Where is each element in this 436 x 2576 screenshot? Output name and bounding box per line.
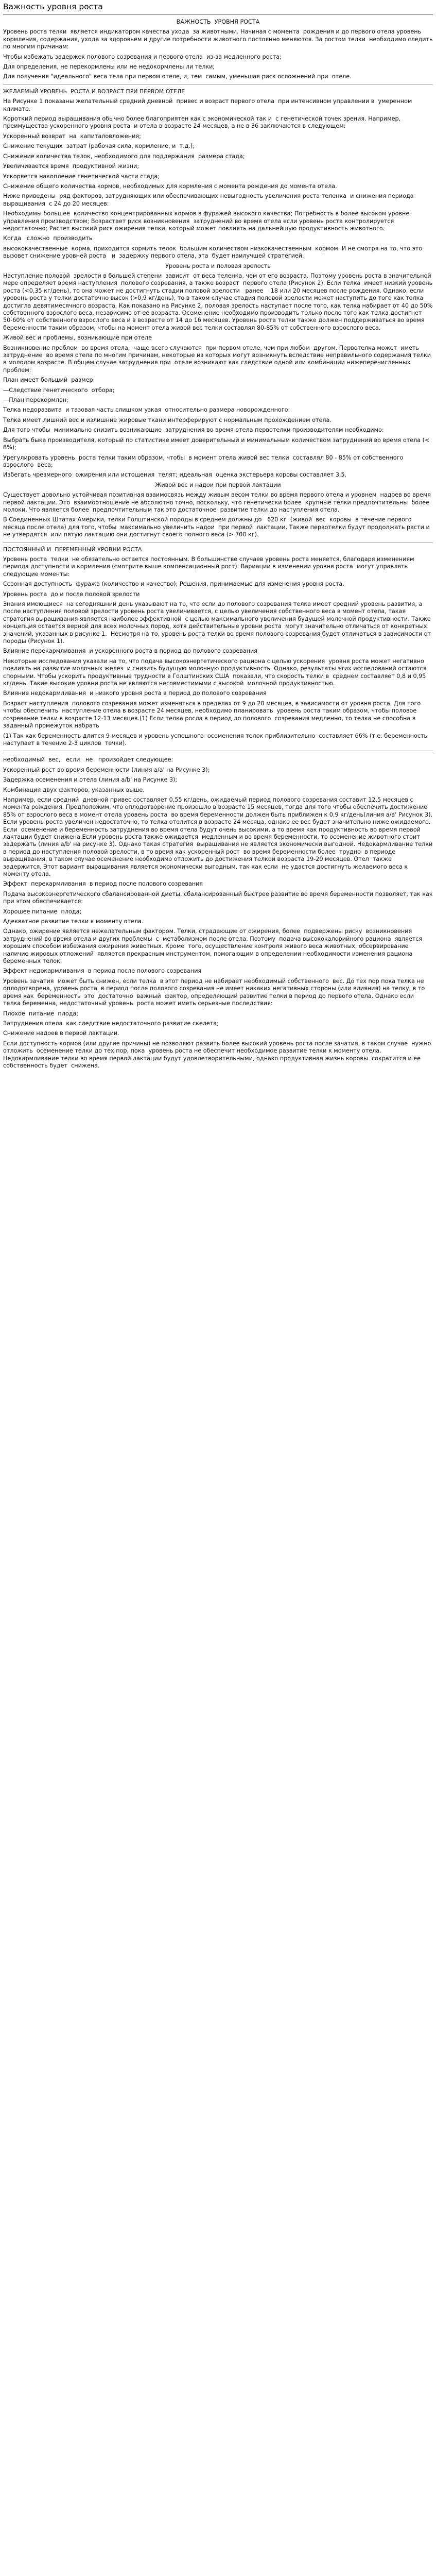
paragraph: Увеличивается время продуктивной жизни; — [3, 163, 139, 170]
text-section — [3, 546, 433, 752]
paragraph: необходимый вес, если не произойдет следующее: — [3, 756, 173, 764]
paragraph: Возраст наступления полового созревания может изменяться в пределах от 9 до 20 месяцев, в зависимости от уровня роста. Для того чтобы обеспечить наступление отела в возрасте 24 месяцев, необходимо планировать уровень роста таким образом, чтобы половое созревание телки в возрасте 12-13 месяцев.(1) Если телка росла в период до полового созревания медленно, то телка не способна в заданный промежуток набрать — [3, 700, 423, 730]
section-subheading: Живой вес и надои при первой лактации — [155, 481, 281, 488]
document-body — [3, 19, 433, 1073]
section-subheading: Уровень роста и половая зрелость — [165, 262, 271, 269]
paragraph: высококачественные корма, приходится кормить телок большим количеством низкокачественным кормом. И не смотря на то, что это вызовет снижение уровней роста и задержку первого отела, эта будет наилучшей стратегией. — [3, 245, 426, 260]
paragraph: Уровень роста до и после половой зрелости — [3, 590, 140, 598]
paragraph: Телка имеет лишний вес и излишние жировые ткани интерферируют с нормальным прохождением отела. — [3, 416, 332, 423]
section-subheading: ВАЖНОСТЬ УРОВНЯ РОСТА — [176, 19, 260, 25]
page-title: Важность уровня роста — [3, 2, 103, 11]
paragraph: Когда сложно производить — [3, 235, 93, 242]
paragraph: Выбрать быка производителя, который по статистике имеет доверительный и минимальным количеством затруднений во время отела (< 8%); — [3, 436, 431, 451]
section-heading: ЖЕЛАЕМЫЙ УРОВЕНЬ РОСТА И ВОЗРАСТ ПРИ ПЕРВОМ ОТЕЛЕ — [3, 88, 185, 95]
paragraph: Избегать чрезмерного ожирения или истощения телят; идеальная оценка экстерьера коровы составляет 3.5. — [3, 471, 347, 479]
paragraph: Влияние перекармливания и ускоренного роста в период до полового созревания — [3, 648, 258, 655]
text-section — [3, 756, 433, 1073]
paragraph: Ниже приведены ряд факторов, затрудняющих или обеспечивающих невыгодность увеличения роста теленка и снижения периода выращивания с 24 до 20 месяцев: — [3, 193, 416, 207]
paragraph: Эффект недокармливания в период после полового созревания — [3, 968, 202, 975]
paragraph: Ускоренный рост во время беременности (линия а/а' на Рисунке 3); — [3, 766, 210, 773]
text-section — [3, 88, 433, 543]
paragraph: Однако, ожирение является нежелательным фактором. Телки, страдающие от ожирения, более подвержены риску возникновения затруднений во время отела и других проблемы с метаболизмом после отела. Поэтому подача высококалорийного рациона является хорошим способом избежания ожирения животных. Кроме того, осуществление контроля живого веса животных, обсервирование наличие жировых отложений является прекрасным инструментом, помогающим в определении необходимости изменения рациона беременных телок. — [3, 928, 424, 965]
paragraph: Для того чтобы минимально снизить возникающие затруднения во время отела первотелки производителям необходимо: — [3, 427, 384, 434]
paragraph: —План перекормлен; — [3, 397, 68, 404]
paragraph: План имеет больший размер: — [3, 377, 95, 384]
paragraph: На Рисунке 1 показаны желательный средний дневной привес и возраст первого отела при интенсивном управлении в умеренном климате. — [3, 98, 414, 112]
paragraph: Ускоренный возврат на капиталовложения; — [3, 132, 141, 140]
paragraph: В Соединенных Штатах Америки, телки Голштинской породы в среднем должны до 620 кг (живой вес коровы в течение первого месяца после отела) для того, чтобы максимально увеличить надои при первой лактации. Также первотелки будут продолжать расти и не утвердятся или пятую лактацию они достигнут своего полного веса (> 700 кг). — [3, 516, 432, 538]
paragraph: Снижение общего количества кормов, необходимых для кормления с момента рождения до момента отела. — [3, 182, 337, 190]
paragraph: Живой вес и проблемы, возникающие при отеле — [3, 334, 152, 342]
paragraph: Плохое питание плода; — [3, 1010, 79, 1017]
paragraph: Затруднения отела как следствие недостаточного развитие скелета; — [3, 1020, 219, 1027]
section-heading: ПОСТОЯННЫЙ И ПЕРЕМЕННЫЙ УРОВНИ РОСТА — [3, 546, 142, 553]
paragraph: Если доступность кормов (или другие причины) не позволяют развить более высокий уровень роста после зачатия, в таком случае нужно отложить осеменение телки до тех пор, пока уровень роста не обеспечит необходимое развитие телки к моменту отела. Недокармливание телки во время первой лактации будут удовлетворительными, однако продуктивная жизнь коровы сократится и ее собственность будет снижена. — [3, 1040, 435, 1069]
paragraph: Уровень зачатия может быть снижен, если телка в этот период не набирает необходимый собственного вес. До тех пор пока телка не оплодотворена, уровень роста в период после полового созревания не имеет никаких негативных стороны (или влияния) на телку, в то время как беременность это достаточно важный фактор, определяющий развитие телки в период до первого отела. Однако если телка беременна, недостаточный уровень роста может иметь серьезные последствия: — [3, 977, 427, 1007]
paragraph: Для определения, не перекормлены или не недокормлены ли телки; — [3, 63, 215, 71]
paragraph: Подача высокоэнергетического сбалансированной диеты, сбалансированный быстрее развитие во время беременности позволяет, так как при этом обеспечивается: — [3, 890, 435, 905]
paragraph: Возникновение проблем во время отела, чаще всего случаются при первом отеле, чем при любом другом. Первотелка может иметь затруднение во время отела по многим причинам, некоторые из которых могут возникнуть вследствие неправильного содержания телки в молодом возрасте. В общем случае затруднения при отеле возникают как следствие одной или комбинации нижеперечисленных проблем: — [3, 344, 433, 374]
paragraph: Существует довольно устойчивая позитивная взаимосвязь между живым весом телки во время первого отела и уровнем надоев во время первой лактации. Это взаимоотношение не абсолютно точно, поскольку, что генетически более крупные телки предпочтительны более молоки. Что является более предпочтительным так это достаточное развитие телки до наступления отела. — [3, 492, 433, 513]
document-page — [0, 0, 436, 1073]
paragraph: Наступление половой зрелости в большей степени зависит от веса теленка, чем от его возраста. Поэтому уровень роста в значительной мере определяет время наступления полового созревания, а также возраст первого отела (Рисунок 2). Если телка имеет низкий уровень роста (<0,35 кг/день), то она может не достигнуть стадии половой зрелости ранее 18 или 20 месяцев после рождения. Однако, если уровень роста у телки достаточно высок (>0,9 кг/день), то в таком случае стадия половой зрелости может наступить до того как телка достигла девятимесячного возраста. Как показано на Рисунке 2, половая зрелость наступает после того, как телка набирает от 40 до 50% собственного взрослого веса, независимо от ее возраста. Осеменение необходимо производить только после того как телка достигнет 50-60% от собственного взрослого веса и в возрасте от 14 до 16 месяцев. Уровень роста телки также должен поддерживаться во время беременности таким образом, чтобы на момент отела живой вес телки составлял 80-85% от собственного взрослого веса. — [3, 272, 435, 331]
paragraph: (1) Так как беременность длится 9 месяцев и уровень успешного осеменения телок приблизительно составляет 66% (т.е. беременность наступает в течение 2-3 циклов течки). — [3, 732, 431, 747]
paragraph: Чтобы избежать задержек полового созревания и первого отела из-за медленного роста; — [3, 53, 282, 60]
paragraph: Снижение надоев в первой лактации. — [3, 1030, 119, 1037]
paragraph: Комбинация двух факторов, указанных выше. — [3, 786, 145, 793]
paragraph: Задержка осеменения и отела (линия а/b' на Рисунке 3); — [3, 776, 178, 784]
paragraph: Снижение количества телок, необходимого для поддержания размера стада; — [3, 152, 245, 160]
paragraph: Снижение текущих затрат (рабочая сила, кормление, и т.д.); — [3, 143, 195, 150]
paragraph: Ускоряется накопление генетической части стада; — [3, 173, 160, 180]
paragraph: Необходимы большее количество концентрированных кормов в фуражей высокого качества; Потребность в более высоком уровне управления производством; Возрастает риск возникновения затруднений во время отела если уровень роста контролируется недостаточно; Растет высокий риск ожирения телки, который может повлиять на дальнейшую продуктивность животного. — [3, 210, 411, 232]
paragraph: Эффект перекармливания в период после полового созревания — [3, 880, 203, 888]
paragraph: Урегулировать уровень роста телки таким образом, чтобы в момент отела живой вес телки составлял 80 - 85% от собственного взрослого веса; — [3, 454, 405, 468]
paragraph: Знания имеющиеся на сегодняшний день указывают на то, что если до полового созревания телка имеет средний уровень развития, а после наступления половой зрелости уровень роста увеличивается, с целью увеличения собственного веса в момент отела, такая стратегия выращивания является наиболее эффективной с целью максимального увеличения будущей молочной продуктивности. Также концепция остается верной для всех молочных пород, хотя действительные уровни роста могут значительно отличаться от конкретных значений, указанных в рисунке 1. Несмотря на то, уровень роста телки во время полового созревания будет отличаться в зависимости от породы (Рисунок 1). — [3, 601, 434, 645]
paragraph: —Следствие генетического отбора; — [3, 386, 115, 394]
text-section — [3, 19, 433, 85]
paragraph: Для получения "идеального" веса тела при первом отеле, и, тем самым, уменьшая риск осложнений при отеле. — [3, 73, 352, 80]
paragraph: Телка недоразвита и тазовая часть слишком узкая относительно размера новорожденного: — [3, 406, 290, 414]
paragraph: Уровень роста телки является индикатором качества ухода за животными. Начиная с момента рождения и до первого отела уровень кормления, содержания, ухода за здоровьем и другие потребности животного постоянно меняются. За ростом телки необходимо следить по многим причинам: — [3, 28, 435, 50]
paragraph: Сезонная доступность фуража (количество и качество); Решения, принимаемые для изменения уровня роста. — [3, 581, 344, 588]
paragraph: Влияние недокармливания и низкого уровня роста в период до полового созревания — [3, 690, 267, 697]
paragraph: Уровень роста телки не обязательно остается постоянным. В большинстве случаев уровень роста меняется, благодаря изменениям периода доступности и кормления (смотрите выше компенсационный рост). Вариации в изменении уровня роста могут управлять следующие моменты: — [3, 555, 416, 578]
paragraph: Короткий период выращивания обычно более благоприятен как с экономической так и с генетической точек зрения. Например, преимущества ускоренного уровня роста и отела в возрасте 24 месяцев, а не в 36 заключаются в следующем: — [3, 115, 403, 130]
paragraph: Хорошее питание плода; — [3, 908, 82, 915]
paragraph: Адекватное развитие телки к моменту отела. — [3, 918, 144, 925]
paragraph: Некоторые исследования указали на то, что подача высокоэнергетического рациона с целью ускорения уровня роста может негативно повлиять на развитие молочных желез и снизить будущую молочную продуктивность. Однако, результаты этих исследований остаются спорными. Чтобы ускорить продуктивные трудности в Голштинских США показали, что скорость телки в среднем составляет 0,8 и 0,95 кг/день. Такие высокие уровни роста не являются несовместимыми с высокой молочной продуктивностью. — [3, 657, 429, 687]
paragraph: Например, если средний дневной привес составляет 0,55 кг/день, ожидаемый период полового созревания составит 12,5 месяцев с момента рождения. Предположим, что оплодотворение произошло в возрасте 15 месяцев, тогда для того чтобы обеспечить достижение 85% от взрослого веса в момент отела уровень роста во время беременности должен быть приближен к 0,9 кг/день(линия а/а' Рисунок 3). Если уровень роста увеличен недостаточно, то телка отелится в возрасте 24 месяца, однако ее вес будет значительно ниже ожидаемого. Если осеменение и беременность затруднения во время отела будут очень высокими, а то время как продуктивность во время первой лактации будет снижена.Если уровень роста также ожидается медленным и во время беременности, то осеменение животного стоит задержать (линия а/b' на рисунке 3). Однако такая стратегия выращивания не является экономически выгодной. Недокармливание телки в период до наступления половой зрелости, в то время как ускоренный рост во время беременности более трудно в периоде выращивания, в таком случае осеменение необходимо отложить до достижения телкой возраста 19-20 месяцев. Отел также задержится. Этот вариант выращивания является экономически выгодным, так как если не удастся достигнуть желаемого веса к моменту отела. — [3, 796, 434, 877]
